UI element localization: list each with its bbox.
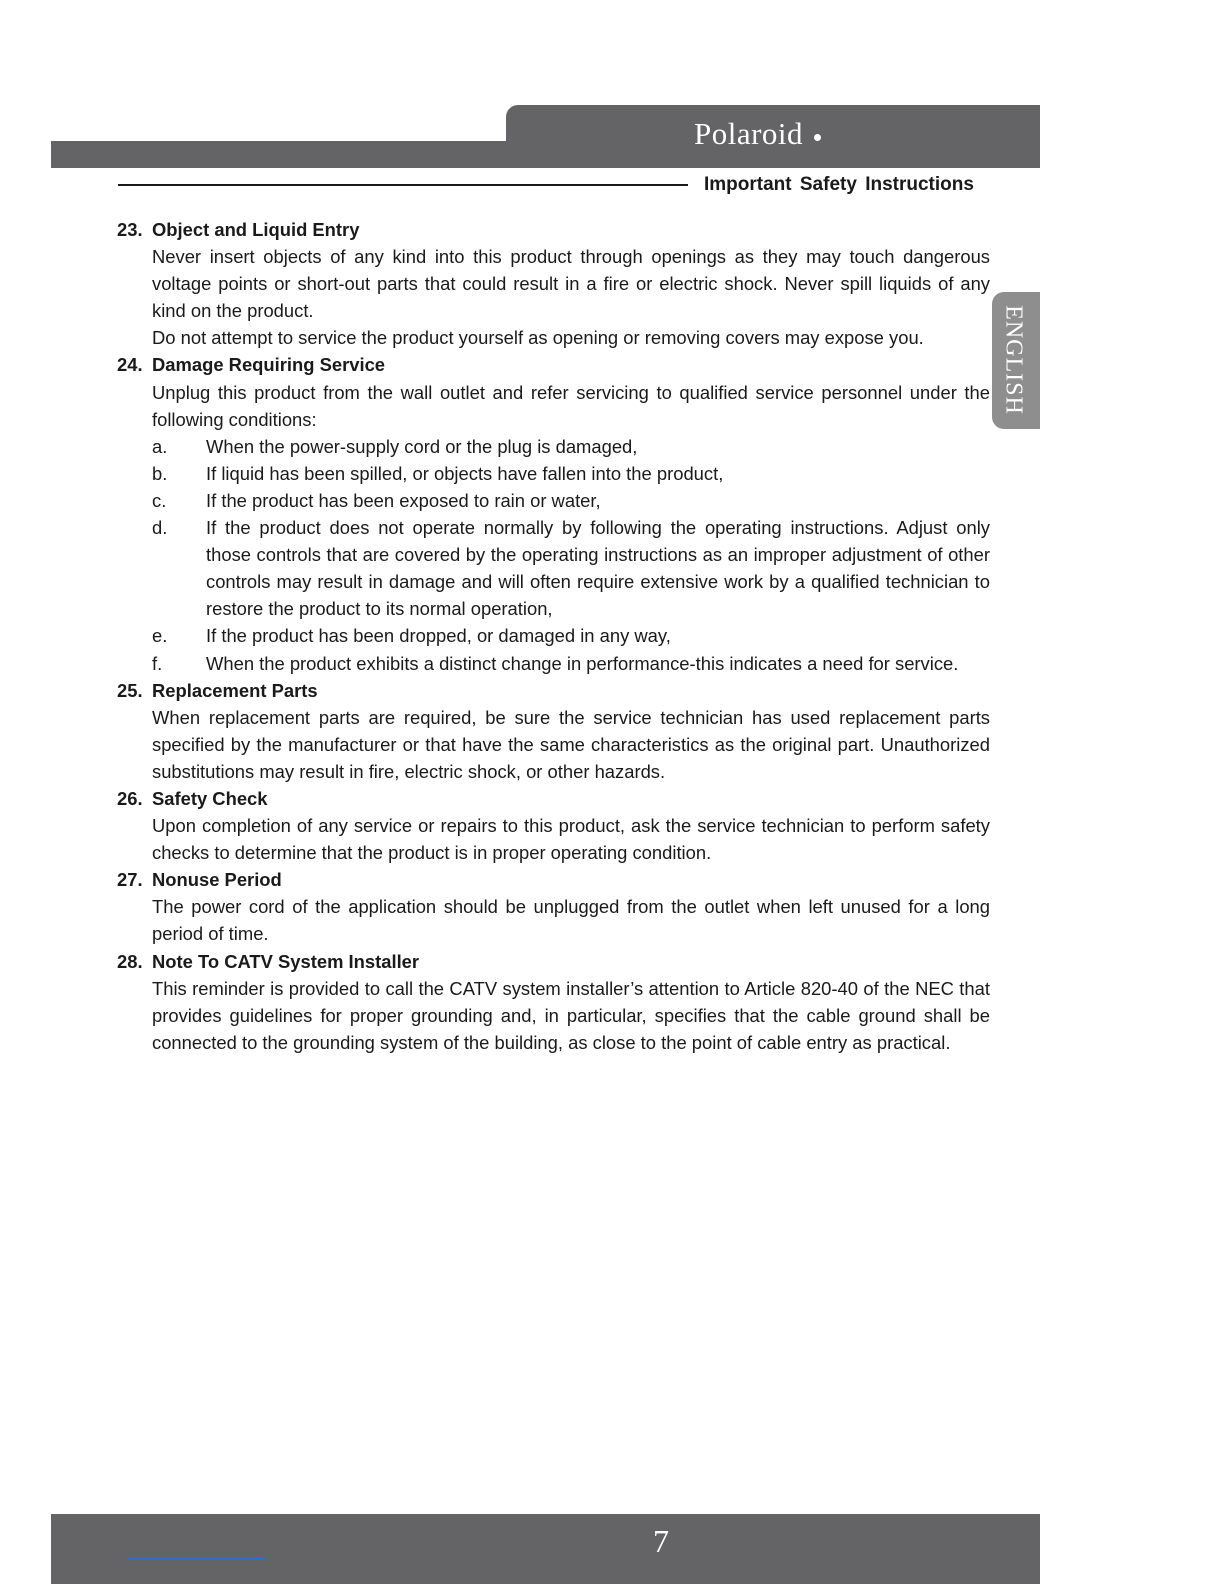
sub-item	[152, 460, 990, 487]
item-heading	[117, 948, 990, 975]
page-number-wrap	[0, 1523, 1224, 1560]
item-heading	[117, 677, 990, 704]
sub-item	[152, 433, 990, 460]
sub-item	[152, 622, 990, 649]
sub-item	[152, 650, 990, 677]
item-heading	[117, 785, 990, 812]
item-number: 23.	[117, 219, 143, 240]
brand-dot	[814, 134, 821, 141]
sub-item-letter: d.	[152, 517, 168, 539]
item-paragraph: Do not attempt to service the product yourself as opening or removing covers may expose you.	[152, 327, 924, 349]
sub-item	[152, 514, 990, 622]
item-paragraph: Unplug this product from the wall outlet and refer servicing to qualified service personnel under the following conditions:	[152, 381, 990, 430]
sub-item-letter: a.	[152, 435, 168, 457]
header-rule	[118, 184, 688, 186]
sub-item-text: If the product does not operate normally by following the operating instructions. Adjust only those controls that are covered by the operating instructions as an improper adjustment of other controls may result in damage and will often require extensive work by a qualified technician to restore the product to its normal operation,	[206, 517, 990, 620]
footer-link-underline	[126, 1558, 266, 1559]
item-number: 25.	[117, 679, 143, 701]
language-tab-label: ENGLISH	[1000, 305, 1027, 415]
sub-item-text: When the product exhibits a distinct change in performance-this indicates a need for service.	[206, 652, 959, 674]
section-title: Important Safety Instructions	[704, 174, 974, 195]
item-heading	[117, 351, 990, 378]
item-number: 26.	[117, 787, 143, 809]
item-paragraph: Upon completion of any service or repairs to this product, ask the service technician to perform safety checks to determine that the product is in proper operating condition.	[152, 815, 990, 864]
item-title: Replacement Parts	[152, 679, 318, 701]
item-heading	[117, 216, 990, 243]
sub-item-letter: f.	[152, 652, 163, 674]
item-title: Safety Check	[152, 787, 268, 809]
item-number: 24.	[117, 354, 143, 376]
item-paragraph: The power cord of the application should be unplugged from the outlet when left unused for a long period of time.	[152, 896, 990, 945]
instructions-list	[117, 216, 990, 1056]
sub-item-text: If liquid has been spilled, or objects have fallen into the product,	[206, 462, 724, 484]
item-number: 27.	[117, 869, 143, 891]
item-title: Nonuse Period	[152, 869, 282, 891]
item-title: Note To CATV System Installer	[152, 950, 420, 972]
item-title: Object and Liquid Entry	[152, 219, 360, 240]
sub-item-letter: c.	[152, 489, 167, 511]
sub-item	[152, 487, 990, 514]
item-number: 28.	[117, 950, 143, 972]
sub-item-letter: e.	[152, 625, 168, 647]
brand-logo: Polaroid	[694, 116, 804, 151]
sub-item-text: If the product has been exposed to rain or water,	[206, 489, 601, 511]
item-paragraph: Never insert objects of any kind into this product through openings as they may touch dangerous voltage points or short-out parts that could result in a fire or electric shock. Never spill liquids of any kind on the product.	[152, 246, 990, 322]
item-heading	[117, 866, 990, 893]
sub-item-text: When the power-supply cord or the plug is damaged,	[206, 435, 638, 457]
item-title: Damage Requiring Service	[152, 354, 386, 376]
sub-item-text: If the product has been dropped, or damaged in any way,	[206, 625, 671, 647]
item-paragraph: This reminder is provided to call the CATV system installer’s attention to Article 820-40 of the NEC that provides guidelines for proper grounding and, in particular, specifies that the cable ground shall be connected to the grounding system of the building, as close to the point of cable entry as practical.	[152, 977, 990, 1053]
sub-item-letter: b.	[152, 462, 168, 484]
page-number: 7	[653, 1523, 669, 1559]
item-paragraph: When replacement parts are required, be sure the service technician has used replacement parts specified by the manufacturer or that have the same characteristics as the original part. Unauthorized substitutions may result in fire, electric shock, or other hazards.	[152, 706, 990, 782]
